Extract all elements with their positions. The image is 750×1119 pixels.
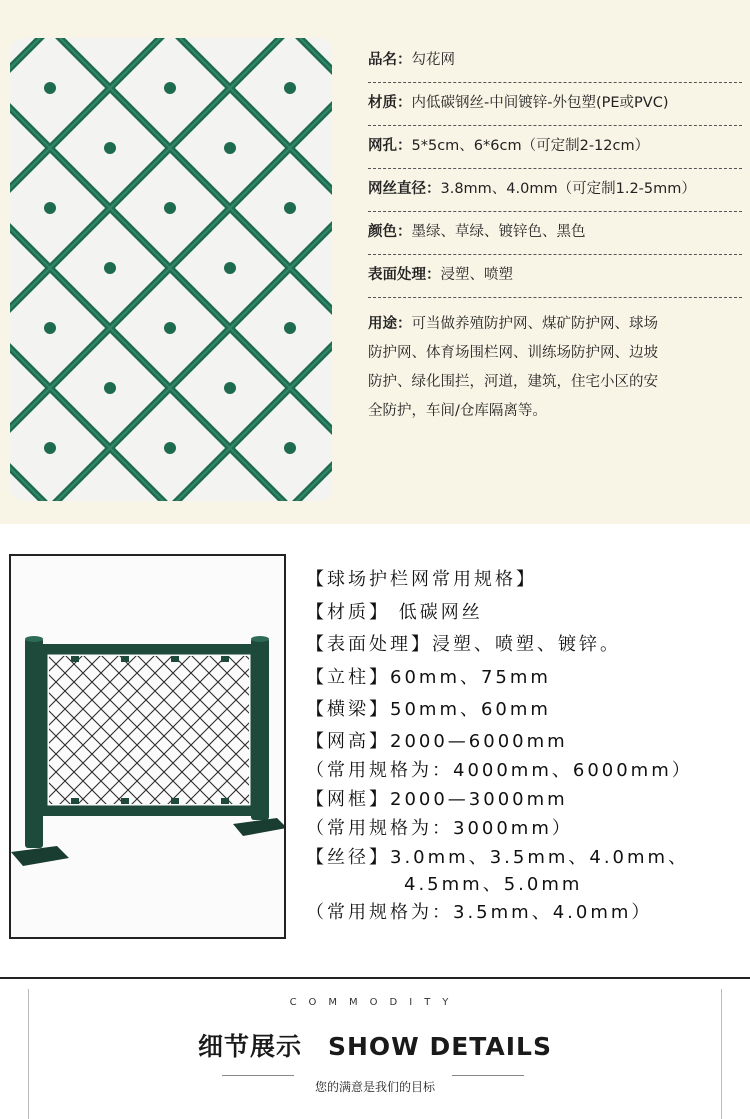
standard-frame-common: （常用规格为：3000mm）	[306, 817, 573, 839]
standard-height: 【网高】2000—6000mm	[306, 730, 568, 752]
standard-frame: 【网框】2000—3000mm	[306, 788, 568, 810]
standard-spec-section	[0, 524, 750, 969]
section-title-en: SHOW DETAILS	[328, 1032, 552, 1061]
spec-row-color: 颜色：墨绿、草绿、镀锌色、黑色	[368, 212, 742, 255]
spec-row-wire-diameter: 网丝直径：3.8mm、4.0mm（可定制1.2-5mm）	[368, 169, 742, 212]
section-title	[0, 1027, 750, 1063]
standard-wire-common: （常用规格为：3.5mm、4.0mm）	[306, 901, 653, 923]
spec-row-name: 品名：勾花网	[368, 38, 742, 83]
detail-header	[0, 977, 750, 1117]
standard-surface: 【表面处理】浸塑、喷塑、镀锌。	[306, 634, 621, 655]
divider	[222, 1075, 294, 1076]
product-info-section	[0, 0, 750, 524]
section-title-cn: 细节展示	[197, 1032, 302, 1061]
spec-row-material: 材质：内低碳钢丝-中间镀锌-外包塑(PE或PVC)	[368, 83, 742, 126]
standard-beam: 【横梁】50mm、60mm	[306, 699, 551, 720]
commodity-label: COMMODITY	[289, 997, 461, 1008]
standard-wire-cont: 4.5mm、5.0mm	[404, 873, 583, 895]
standard-wire: 【丝径】3.0mm、3.5mm、4.0mm、	[306, 846, 690, 868]
standard-spec-text	[306, 564, 746, 927]
divider	[452, 1075, 524, 1076]
spec-row-surface: 表面处理：浸塑、喷塑	[368, 255, 742, 298]
standard-height-common: （常用规格为：4000mm、6000mm）	[306, 759, 693, 781]
chain-link-mesh-image	[10, 38, 332, 501]
standard-post: 【立柱】60mm、75mm	[306, 666, 551, 688]
spec-list	[368, 38, 742, 426]
spec-row-mesh-hole: 网孔：5*5cm、6*6cm（可定制2-12cm）	[368, 126, 742, 169]
standard-heading: 【球场护栏网常用规格】	[306, 569, 537, 590]
usage-text: 用途：可当做养殖防护网、煤矿防护网、球场 防护网、体育场围栏网、训练场防护网、边坡 防护、绿化围拦，河道，建筑，住宅小区的安 全防护，车间/仓库隔离等。	[368, 316, 658, 419]
fence-panel-image	[9, 554, 286, 939]
standard-material: 【材质】 低碳网丝	[306, 601, 483, 623]
slogan: 您的满意是我们的目标	[314, 1080, 435, 1094]
